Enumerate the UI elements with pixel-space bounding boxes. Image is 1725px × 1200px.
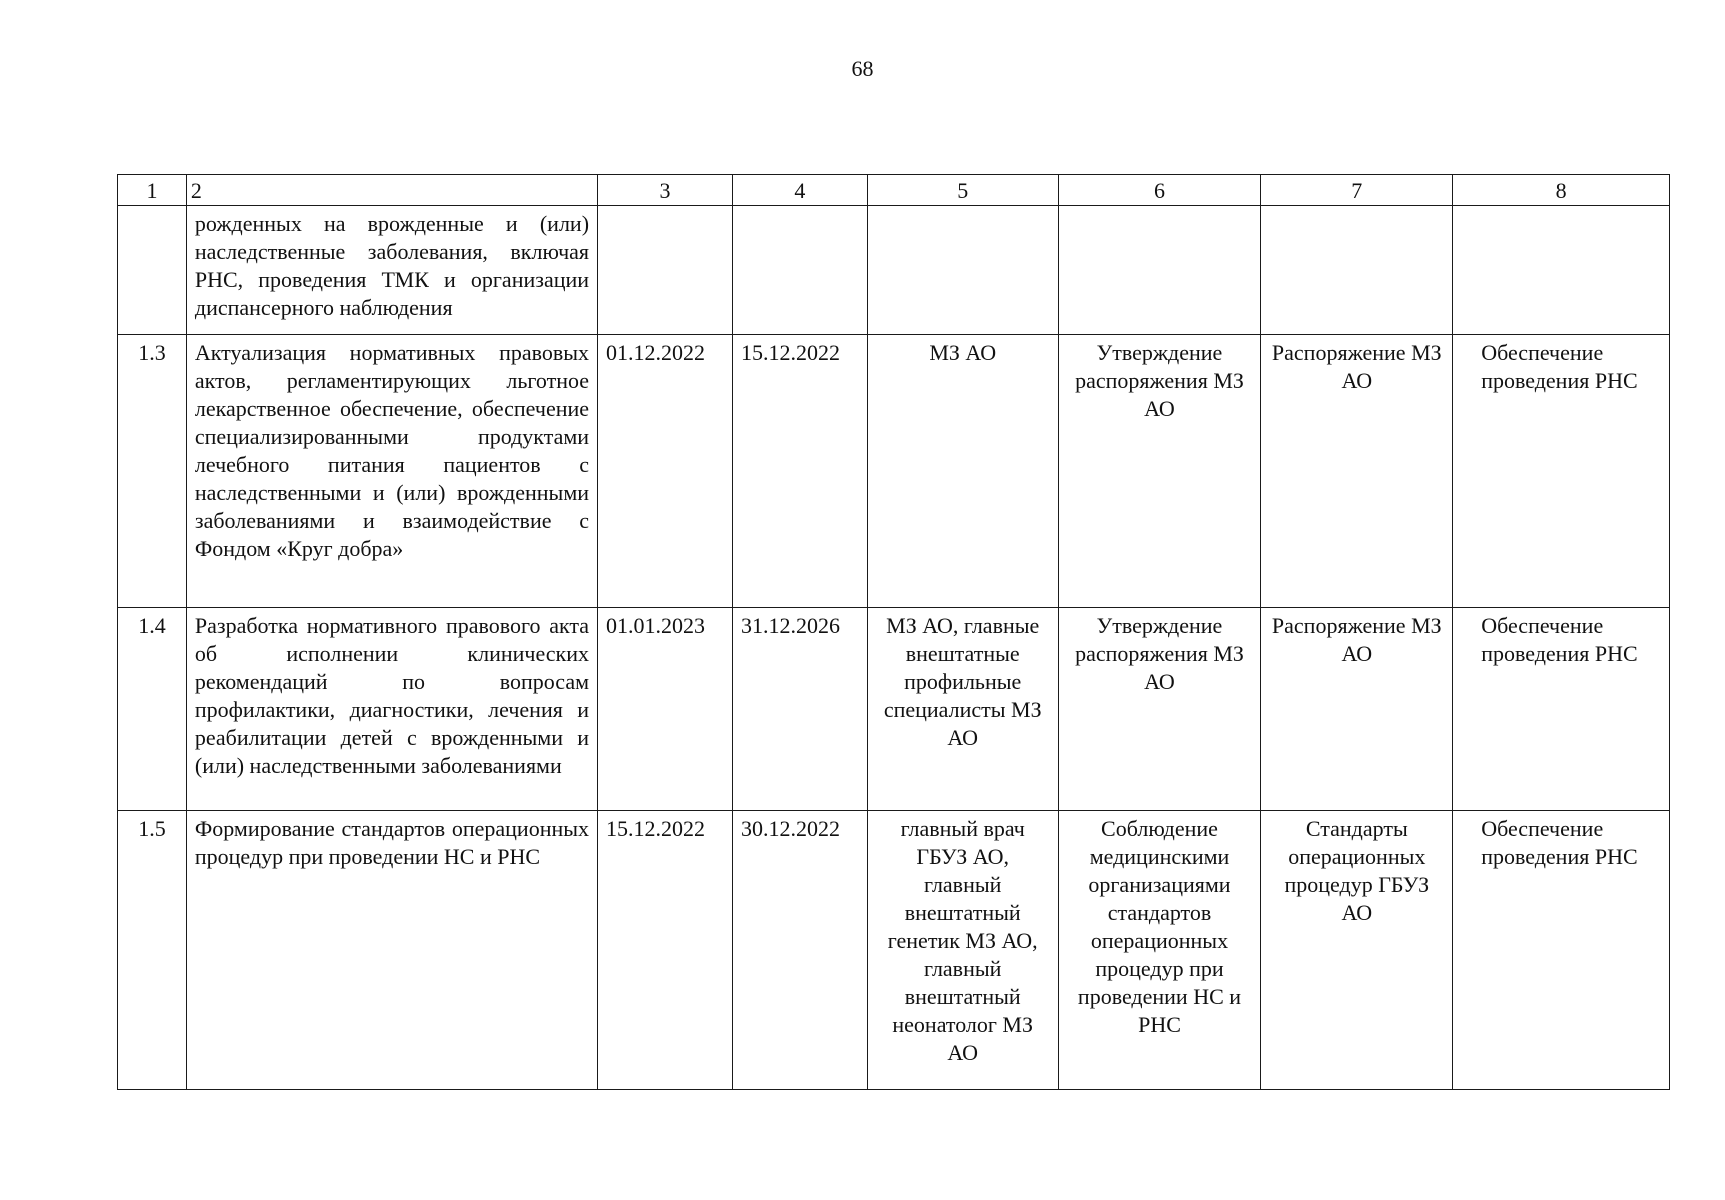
row-number: 1.3	[118, 335, 187, 608]
column-number: 2	[186, 175, 597, 206]
document-type: Распоряжение МЗ АО	[1261, 335, 1453, 608]
column-number: 3	[598, 175, 733, 206]
activity-name: Актуализация нормативных правовых актов, регламентирующих льготное лекарственное обеспечение, обеспечение специализированными продуктами лечебного питания пациентов с наследственными и (или) врожденными заболеваниями и взаимодействие с Фондом «Круг добра»	[186, 335, 597, 608]
start-date: 15.12.2022	[598, 811, 733, 1090]
document-type: Стандарты операционных процедур ГБУЗ АО	[1261, 811, 1453, 1090]
row-number: 1.4	[118, 608, 187, 811]
table-row	[118, 811, 1670, 1090]
start-date: 01.12.2022	[598, 335, 733, 608]
end-date: 15.12.2022	[732, 335, 867, 608]
expected-result: Соблюдение медицинскими организациями стандартов операционных процедур при проведении НС и РНС	[1058, 811, 1261, 1090]
table-row	[118, 335, 1670, 608]
goal: Обеспечение проведения РНС	[1453, 335, 1670, 608]
start-date: 01.01.2023	[598, 608, 733, 811]
activity-name: Формирование стандартов операционных процедур при проведении НС и РНС	[186, 811, 597, 1090]
goal: Обеспечение проведения РНС	[1453, 811, 1670, 1090]
column-number: 5	[867, 175, 1058, 206]
plan-table	[117, 174, 1670, 1090]
column-number: 1	[118, 175, 187, 206]
column-number: 7	[1261, 175, 1453, 206]
activity-name: рожденных на врожденные и (или) наследственные заболевания, включая РНС, проведения ТМК и организации диспансерного наблюдения	[186, 206, 597, 335]
row-number: 1.5	[118, 811, 187, 1090]
column-number: 6	[1058, 175, 1261, 206]
responsible: МЗ АО, главные внештатные профильные специалисты МЗ АО	[867, 608, 1058, 811]
page-number: 68	[851, 56, 874, 81]
table-row	[118, 206, 1670, 335]
end-date	[732, 206, 867, 335]
activity-name: Разработка нормативного правового акта об исполнении клинических рекомендаций по вопросам профилактики, диагностики, лечения и реабилитации детей с врожденными и (или) наследственными заболеваниями	[186, 608, 597, 811]
document-type: Распоряжение МЗ АО	[1261, 608, 1453, 811]
expected-result: Утверждение распоряжения МЗ АО	[1058, 608, 1261, 811]
column-number: 8	[1453, 175, 1670, 206]
goal	[1453, 206, 1670, 335]
table-row	[118, 608, 1670, 811]
document-type	[1261, 206, 1453, 335]
goal: Обеспечение проведения РНС	[1453, 608, 1670, 811]
column-number: 4	[732, 175, 867, 206]
responsible	[867, 206, 1058, 335]
row-number	[118, 206, 187, 335]
start-date	[598, 206, 733, 335]
column-number-row	[118, 175, 1670, 206]
responsible: главный врач ГБУЗ АО, главный внештатный генетик МЗ АО, главный внештатный неонатолог МЗ АО	[867, 811, 1058, 1090]
responsible: МЗ АО	[867, 335, 1058, 608]
end-date: 30.12.2022	[732, 811, 867, 1090]
expected-result: Утверждение распоряжения МЗ АО	[1058, 335, 1261, 608]
end-date: 31.12.2026	[732, 608, 867, 811]
expected-result	[1058, 206, 1261, 335]
